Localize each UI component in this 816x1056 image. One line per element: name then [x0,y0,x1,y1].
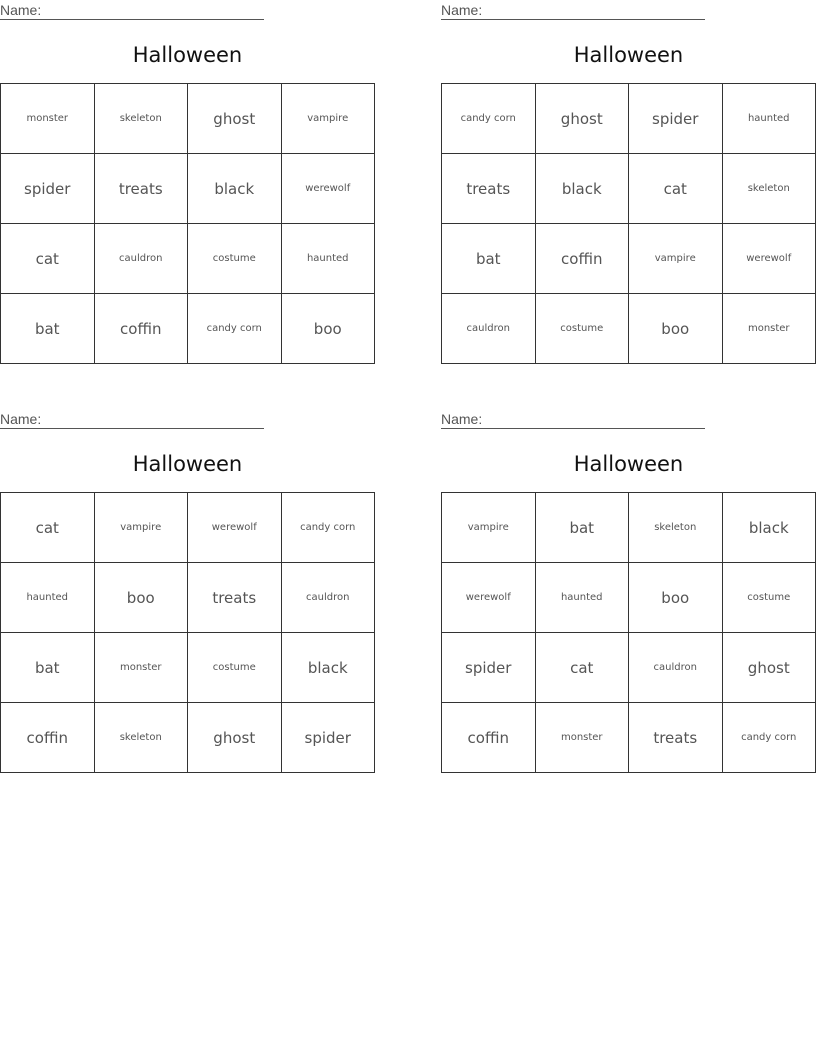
bingo-card-3 [0,409,375,774]
bingo-grid [441,492,816,773]
grid-cell: werewolf [442,563,536,633]
grid-cell: boo [629,563,723,633]
grid-cell: candy corn [722,703,816,773]
grid-cell: bat [535,493,629,563]
grid-cell: monster [535,703,629,773]
grid-cell: coffin [442,703,536,773]
grid-cell: treats [188,563,282,633]
grid-cell: black [722,493,816,563]
grid-row [442,633,816,703]
grid-cell: cat [535,633,629,703]
grid-cell: cauldron [442,294,536,364]
grid-row [1,633,375,703]
grid-row [1,493,375,563]
card-title: Halloween [573,43,684,67]
grid-cell: cauldron [281,563,375,633]
grid-cell: skeleton [94,703,188,773]
grid-cell: skeleton [629,493,723,563]
grid-cell: werewolf [722,224,816,294]
grid-cell: haunted [722,84,816,154]
grid-cell: black [281,633,375,703]
grid-cell: monster [94,633,188,703]
bingo-grid [441,83,816,364]
grid-cell: candy corn [442,84,536,154]
grid-cell: monster [1,84,95,154]
bingo-card-1 [0,0,375,365]
grid-cell: coffin [94,294,188,364]
grid-cell: cauldron [629,633,723,703]
grid-row [442,563,816,633]
grid-cell: haunted [1,563,95,633]
bingo-card-4 [441,409,816,774]
grid-cell: boo [94,563,188,633]
grid-cell: spider [281,703,375,773]
grid-cell: spider [442,633,536,703]
grid-cell: ghost [188,84,282,154]
grid-row [442,84,816,154]
grid-cell: coffin [1,703,95,773]
bingo-grid [0,83,375,364]
grid-row [1,294,375,364]
grid-cell: cat [629,154,723,224]
grid-cell: werewolf [281,154,375,224]
card-title: Halloween [132,43,243,67]
grid-cell: vampire [281,84,375,154]
bingo-grid [0,492,375,773]
grid-cell: boo [281,294,375,364]
grid-cell: vampire [629,224,723,294]
grid-cell: skeleton [94,84,188,154]
grid-cell: candy corn [188,294,282,364]
grid-cell: costume [722,563,816,633]
grid-cell: ghost [188,703,282,773]
grid-cell: cauldron [94,224,188,294]
grid-cell: werewolf [188,493,282,563]
grid-cell: haunted [535,563,629,633]
grid-row [442,703,816,773]
bingo-card-2 [441,0,816,365]
grid-cell: treats [629,703,723,773]
grid-cell: costume [535,294,629,364]
name-field[interactable]: Name: [441,411,705,429]
grid-cell: costume [188,633,282,703]
grid-row [1,703,375,773]
grid-cell: coffin [535,224,629,294]
name-field[interactable]: Name: [441,2,705,20]
grid-row [442,294,816,364]
grid-cell: vampire [442,493,536,563]
grid-row [442,154,816,224]
grid-row [1,224,375,294]
grid-cell: candy corn [281,493,375,563]
grid-cell: treats [442,154,536,224]
grid-row [1,563,375,633]
grid-cell: ghost [535,84,629,154]
grid-row [442,493,816,563]
grid-cell: monster [722,294,816,364]
grid-cell: black [535,154,629,224]
grid-row [1,154,375,224]
grid-cell: boo [629,294,723,364]
grid-cell: costume [188,224,282,294]
grid-cell: treats [94,154,188,224]
card-title: Halloween [132,452,243,476]
grid-cell: spider [629,84,723,154]
name-field[interactable]: Name: [0,411,264,429]
grid-cell: cat [1,493,95,563]
grid-cell: haunted [281,224,375,294]
grid-cell: bat [1,633,95,703]
grid-cell: ghost [722,633,816,703]
grid-row [442,224,816,294]
grid-cell: cat [1,224,95,294]
grid-row [1,84,375,154]
grid-cell: black [188,154,282,224]
grid-cell: skeleton [722,154,816,224]
grid-cell: vampire [94,493,188,563]
grid-cell: spider [1,154,95,224]
grid-cell: bat [1,294,95,364]
name-field[interactable]: Name: [0,2,264,20]
card-title: Halloween [573,452,684,476]
grid-cell: bat [442,224,536,294]
